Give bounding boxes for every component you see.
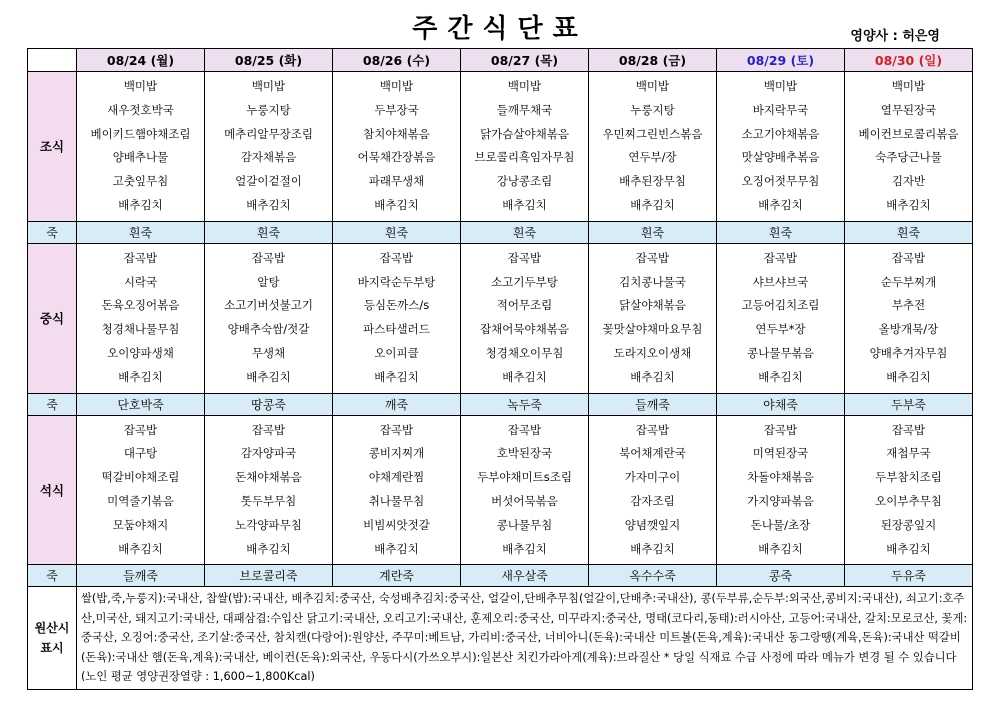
menu-item: 양념깻잎지	[624, 517, 681, 532]
menu-item: 백미밥	[379, 79, 414, 93]
menu-item: 연두부/장	[628, 150, 677, 165]
menu-item: 잡곡밥	[379, 422, 414, 437]
day-header: 08/27 (목)	[461, 49, 589, 72]
menu-item: 배추김치	[502, 541, 547, 556]
menu-cell	[589, 243, 717, 393]
menu-item: 배추김치	[758, 541, 803, 556]
menu-item: 브로콜리흑임자무침	[474, 150, 575, 165]
menu-item: 잡곡밥	[891, 250, 926, 265]
porridge-cell: 두유죽	[845, 565, 973, 587]
menu-item: 감자양파국	[240, 446, 297, 461]
menu-cell	[717, 72, 845, 222]
menu-cell	[205, 243, 333, 393]
menu-item: 배추김치	[118, 197, 163, 212]
day-header: 08/30 (일)	[845, 49, 973, 72]
menu-item: 배추김치	[886, 197, 931, 212]
menu-item: 샤브샤브국	[752, 274, 809, 289]
menu-item: 백미밥	[251, 79, 286, 93]
menu-item: 차돌야채볶음	[747, 470, 814, 485]
menu-cell	[845, 415, 973, 565]
menu-item: 돈육오징어볶음	[101, 298, 180, 313]
menu-item: 콩비지찌개	[368, 446, 425, 461]
menu-cell	[205, 72, 333, 222]
menu-cell	[589, 72, 717, 222]
menu-item: 재첩무국	[886, 446, 931, 461]
day-header: 08/29 (토)	[717, 49, 845, 72]
menu-item: 모둠야채지	[112, 517, 169, 532]
origin-row	[28, 587, 973, 690]
menu-item: 백미밥	[123, 79, 158, 93]
menu-item: 열무된장국	[880, 102, 937, 117]
menu-item: 잡채어묵야채볶음	[480, 322, 569, 337]
menu-item: 배추김치	[758, 197, 803, 212]
menu-item: 대구탕	[123, 446, 158, 461]
weekly-menu-table	[27, 48, 973, 690]
menu-item: 배추김치	[118, 369, 163, 384]
day-header: 08/28 (금)	[589, 49, 717, 72]
menu-item: 닭가슴살야채볶음	[480, 126, 569, 141]
menu-item: 잡곡밥	[763, 422, 798, 437]
day-header: 08/24 (월)	[77, 49, 205, 72]
menu-item: 배추김치	[630, 541, 675, 556]
menu-item: 적어무조림	[496, 298, 553, 313]
porridge-cell: 흰죽	[77, 221, 205, 243]
menu-item: 오징어젓무무침	[741, 174, 820, 189]
menu-item: 꽃맛살야채마요무침	[602, 322, 703, 337]
menu-cell	[333, 72, 461, 222]
menu-item: 백미밥	[891, 79, 926, 93]
porridge-row	[28, 393, 973, 415]
meal-row	[28, 243, 973, 393]
menu-cell	[77, 72, 205, 222]
menu-item: 배추김치	[630, 197, 675, 212]
menu-body	[28, 72, 973, 587]
menu-item: 취나물무침	[368, 493, 425, 508]
porridge-cell: 깨죽	[333, 393, 461, 415]
menu-item: 등심돈까스/s	[363, 298, 430, 313]
porridge-label: 죽	[28, 221, 77, 243]
menu-cell	[717, 243, 845, 393]
menu-cell	[717, 415, 845, 565]
menu-item: 가자미구이	[624, 470, 681, 485]
menu-item: 베이키드햄야채조림	[90, 126, 191, 141]
menu-item: 베이컨브로콜리볶음	[858, 126, 959, 141]
porridge-cell: 계란죽	[333, 565, 461, 587]
menu-item: 백미밥	[507, 79, 542, 93]
day-header: 08/25 (화)	[205, 49, 333, 72]
menu-item: 배추김치	[758, 369, 803, 384]
menu-item: 강낭콩조림	[496, 174, 553, 189]
menu-item: 감자채볶음	[240, 150, 297, 165]
menu-item: 누룽지탕	[630, 102, 675, 117]
menu-item: 들깨무채국	[496, 102, 553, 117]
menu-item: 시락국	[123, 274, 158, 289]
menu-item: 된장콩잎지	[880, 517, 937, 532]
menu-item: 청경채나물무침	[101, 322, 180, 337]
menu-item: 파래무생채	[368, 174, 425, 189]
menu-item: 두부참치조림	[875, 470, 942, 485]
porridge-label: 죽	[28, 565, 77, 587]
porridge-cell: 옥수수죽	[589, 565, 717, 587]
menu-cell	[77, 243, 205, 393]
porridge-cell: 흰죽	[205, 221, 333, 243]
menu-item: 배추김치	[502, 197, 547, 212]
menu-item: 잡곡밥	[251, 250, 286, 265]
menu-item: 도라지오이생채	[613, 345, 692, 360]
menu-item: 배추김치	[246, 197, 291, 212]
menu-cell	[461, 415, 589, 565]
menu-item: 미역줄기볶음	[107, 493, 174, 508]
menu-cell	[461, 72, 589, 222]
menu-cell	[333, 243, 461, 393]
menu-item: 배추김치	[374, 369, 419, 384]
menu-item: 잡곡밥	[635, 422, 670, 437]
menu-item: 잡곡밥	[123, 422, 158, 437]
menu-item: 배추김치	[502, 369, 547, 384]
porridge-cell: 야채죽	[717, 393, 845, 415]
menu-item: 백미밥	[763, 79, 798, 93]
menu-item: 돈나물/초장	[750, 517, 811, 532]
menu-item: 배추김치	[886, 369, 931, 384]
menu-item: 돈채야채볶음	[235, 470, 302, 485]
menu-item: 고등어김치조림	[741, 298, 820, 313]
meal-label: 석식	[28, 415, 77, 565]
origin-label: 원산시 표시	[28, 587, 77, 690]
menu-item: 잡곡밥	[379, 250, 414, 265]
menu-item: 백미밥	[635, 79, 670, 93]
menu-item: 김자반	[891, 174, 926, 189]
menu-item: 노각양파무침	[235, 517, 302, 532]
menu-item: 닭살야채볶음	[619, 298, 686, 313]
menu-item: 배추김치	[374, 541, 419, 556]
menu-item: 무생채	[251, 345, 286, 360]
meal-label: 조식	[28, 72, 77, 222]
menu-item: 바지락순두부탕	[357, 274, 436, 289]
menu-item: 바지락무국	[752, 102, 809, 117]
menu-cell	[589, 415, 717, 565]
menu-cell	[333, 415, 461, 565]
menu-item: 맛살양배추볶음	[741, 150, 820, 165]
menu-item: 콩나물무침	[496, 517, 553, 532]
menu-item: 소고기야채볶음	[741, 126, 820, 141]
menu-item: 오이피클	[374, 345, 419, 360]
porridge-cell: 들깨죽	[589, 393, 717, 415]
menu-item: 파스타샐러드	[363, 322, 430, 337]
menu-cell	[461, 243, 589, 393]
porridge-cell: 흰죽	[461, 221, 589, 243]
menu-item: 오이양파생채	[107, 345, 174, 360]
menu-item: 배추김치	[630, 369, 675, 384]
menu-item: 메추리알무장조림	[224, 126, 313, 141]
menu-item: 콩나물무볶음	[747, 345, 814, 360]
menu-item: 잡곡밥	[123, 250, 158, 265]
menu-item: 배추된장무침	[619, 174, 686, 189]
dietitian-name: 영양사 : 허은영	[850, 29, 940, 44]
menu-item: 잡곡밥	[763, 250, 798, 265]
meal-row	[28, 72, 973, 222]
menu-item: 고춧잎무침	[112, 174, 169, 189]
menu-item: 배추김치	[374, 197, 419, 212]
porridge-cell: 단호박죽	[77, 393, 205, 415]
menu-item: 순두부찌개	[880, 274, 937, 289]
menu-item: 감자조림	[630, 493, 675, 508]
menu-cell	[845, 243, 973, 393]
page-title: 주간식단표	[412, 14, 588, 44]
porridge-cell: 두부죽	[845, 393, 973, 415]
menu-item: 비빔씨앗젓갈	[363, 517, 430, 532]
menu-item: 잡곡밥	[891, 422, 926, 437]
menu-item: 호박된장국	[496, 446, 553, 461]
porridge-cell: 흰죽	[845, 221, 973, 243]
menu-item: 잡곡밥	[251, 422, 286, 437]
menu-item: 올방개묵/장	[878, 322, 939, 337]
menu-item: 배추김치	[886, 541, 931, 556]
porridge-cell: 녹두죽	[461, 393, 589, 415]
menu-item: 가지양파볶음	[747, 493, 814, 508]
menu-item: 야채계란찜	[368, 470, 425, 485]
menu-item: 잡곡밥	[507, 250, 542, 265]
porridge-cell: 브로콜리죽	[205, 565, 333, 587]
menu-item: 두부장국	[374, 102, 419, 117]
menu-item: 참치야채볶음	[363, 126, 430, 141]
menu-item: 떡갈비야채조림	[101, 470, 180, 485]
porridge-row	[28, 565, 973, 587]
menu-item: 소고기버섯불고기	[224, 298, 313, 313]
header-corner	[28, 49, 77, 72]
menu-item: 소고기두부탕	[491, 274, 558, 289]
porridge-cell: 흰죽	[589, 221, 717, 243]
menu-item: 양배추숙쌈/젓갈	[227, 322, 310, 337]
menu-item: 톳두부무침	[240, 493, 297, 508]
origin-text: 쌀(밥,죽,누룽지):국내산, 찹쌀(밥):국내산, 배추김치:중국산, 숙성배추김치:중국산, 얼갈이,단배추무침(얼갈이,단배추:국내산), 콩(두부류,순두부:외국산,콩비지:국내산), 쇠고기:호주산,미국산, 돼지고기:국내산, 대패삼겹:수입산 닭고기:국내산, 오리고기:국내산, 훈제오리:중국산, 미꾸라지:중국산, 명태(코다리,동태):러시아산, 고등어:국내산, 갈치:모로코산, 꽃게:중국산, 오징어:중국산, 조기살:중국산, 참치캔(다랑어):원양산, 주꾸미:베트남, 가리비:중국산, 너비아니(돈육):국내산 미트볼(돈육,계육):국내산 동그랑땡(계육,돈육):국내산 떡갈비(돈육):국내산 햄(돈육,계육):국내산, 베이컨(돈육):외국산, 우동다시(가쓰오부시):일본산 치킨가라아게(계육):브라질산 * 당일 식재료 수급 사정에 따라 메뉴가 변경 될 수 있습니다 (노인 평균 영양권장열량 : 1,600~1,800Kcal)	[77, 587, 973, 690]
menu-cell	[845, 72, 973, 222]
menu-item: 우민찌그린빈스볶음	[602, 126, 703, 141]
menu-item: 숙주당근나물	[875, 150, 942, 165]
porridge-cell: 땅콩죽	[205, 393, 333, 415]
porridge-cell: 들깨죽	[77, 565, 205, 587]
menu-item: 버섯어묵볶음	[491, 493, 558, 508]
menu-item: 오이부추무침	[875, 493, 942, 508]
menu-item: 미역된장국	[752, 446, 809, 461]
day-header-row	[28, 49, 973, 72]
menu-item: 부추전	[891, 298, 926, 313]
menu-item: 양배추나물	[112, 150, 169, 165]
menu-item: 북어채계란국	[619, 446, 686, 461]
menu-item: 누룽지탕	[246, 102, 291, 117]
porridge-cell: 흰죽	[717, 221, 845, 243]
meal-label: 중식	[28, 243, 77, 393]
menu-item: 양배추겨자무침	[869, 345, 948, 360]
menu-item: 새우젓호박국	[107, 102, 174, 117]
menu-cell	[205, 415, 333, 565]
menu-item: 배추김치	[246, 369, 291, 384]
porridge-cell: 흰죽	[333, 221, 461, 243]
menu-item: 잡곡밥	[507, 422, 542, 437]
day-header: 08/26 (수)	[333, 49, 461, 72]
menu-item: 청경채오이무침	[485, 345, 564, 360]
menu-item: 연두부*장	[755, 322, 806, 337]
menu-item: 배추김치	[246, 541, 291, 556]
menu-item: 두부야채미트s조림	[477, 470, 572, 485]
menu-item: 어묵채간장볶음	[357, 150, 436, 165]
porridge-label: 죽	[28, 393, 77, 415]
menu-item: 잡곡밥	[635, 250, 670, 265]
menu-item: 김치콩나물국	[619, 274, 686, 289]
menu-cell	[77, 415, 205, 565]
menu-item: 얼갈이겉절이	[235, 174, 302, 189]
porridge-row	[28, 221, 973, 243]
meal-row	[28, 415, 973, 565]
menu-item: 배추김치	[118, 541, 163, 556]
porridge-cell: 새우살죽	[461, 565, 589, 587]
porridge-cell: 콩죽	[717, 565, 845, 587]
menu-item: 알탕	[257, 274, 280, 289]
